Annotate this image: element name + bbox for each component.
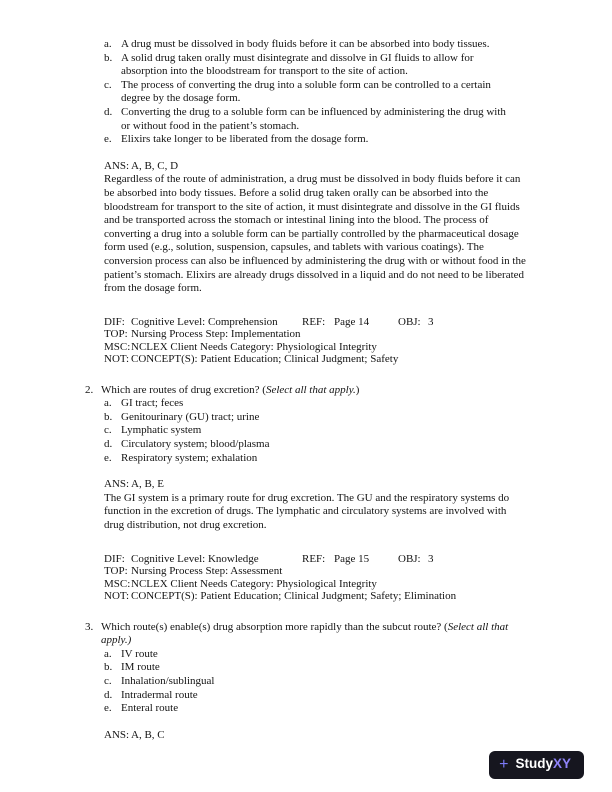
option-letter: d.: [104, 688, 113, 701]
option-letter: a.: [104, 397, 112, 410]
list-item: [104, 133, 528, 147]
question-stem: [101, 621, 528, 648]
meta-row-not: [104, 353, 528, 366]
option-letter: e.: [104, 133, 112, 146]
meta-row-top: [104, 328, 528, 341]
ref-label: REF:: [302, 315, 326, 328]
q2-rationale: The GI system is a primary route for drug excretion. The GU and the respiratory systems do function in the excretion of drugs. The lymphatic and circulatory systems are involved with drug distribution, not drug excretion.: [104, 491, 510, 532]
option-text: IV route: [121, 647, 158, 660]
option-text: GI tract; feces: [121, 397, 184, 410]
option-letter: d.: [104, 105, 113, 118]
option-text: Intradermal route: [121, 688, 198, 701]
list-item: [104, 689, 528, 703]
dif-label: DIF:: [104, 552, 125, 565]
logo-text-xy: XY: [552, 756, 571, 772]
question-3: [85, 620, 528, 648]
option-text: The process of converting the drug into a soluble form can be controlled to a certain degree by the dosage form.: [121, 78, 491, 105]
stem-text: Which route(s) enable(s) drug absorption more rapidly than the subcut route? (: [101, 620, 448, 633]
stem-text: Which are routes of drug excretion? (: [101, 383, 266, 396]
ref-value: Page 15: [334, 552, 370, 565]
question-stem: [101, 384, 359, 398]
option-letter: c.: [104, 424, 112, 437]
top-label: TOP:: [104, 565, 128, 578]
option-text: A solid drug taken orally must disintegrate and dissolve in GI fluids to allow for absorption into the bloodstream for transport to the site of action.: [121, 51, 474, 78]
list-item: [104, 38, 528, 52]
option-letter: d.: [104, 438, 113, 451]
msc-label: MSC:: [104, 577, 131, 590]
option-text: Genitourinary (GU) tract; urine: [121, 410, 260, 423]
option-text: A drug must be dissolved in body fluids before it can be absorbed into body tissues.: [121, 38, 490, 50]
list-item: [104, 397, 528, 411]
not-label: NOT:: [104, 590, 130, 603]
stem-text: ): [127, 634, 132, 647]
plus-icon: +: [499, 755, 509, 773]
list-item: [104, 106, 528, 133]
answer-value: A, B, C, D: [131, 159, 179, 172]
meta-row-not: [104, 590, 528, 603]
option-text: Enteral route: [121, 702, 179, 715]
logo-text: [515, 756, 571, 773]
list-item: [104, 675, 528, 689]
question-number: 3.: [85, 620, 94, 633]
q3-answer-line: [104, 729, 528, 743]
top-value: Nursing Process Step: Assessment: [131, 565, 283, 578]
list-item: [104, 411, 528, 425]
option-text: IM route: [121, 661, 160, 674]
studyxy-logo: [489, 751, 584, 779]
dif-value: Cognitive Level: Knowledge: [131, 552, 259, 565]
obj-label: OBJ:: [398, 552, 421, 565]
q1-answer-line: [104, 160, 528, 174]
list-item: [104, 52, 528, 79]
option-text: Inhalation/sublingual: [121, 675, 215, 687]
meta-row-msc: [104, 578, 528, 591]
stem-italic: Select all that apply.: [265, 383, 356, 396]
option-text: Elixirs take longer to be liberated from the dosage form.: [121, 133, 369, 146]
meta-row-dif: [104, 316, 528, 329]
dif-value: Cognitive Level: Comprehension: [131, 315, 278, 328]
q2-answer-line: [104, 478, 528, 492]
q1-options: [104, 38, 528, 147]
not-value: CONCEPT(S): Patient Education; Clinical Judgment; Safety; Elimination: [131, 590, 457, 603]
answer-label: ANS:: [104, 728, 130, 741]
option-letter: b.: [104, 410, 113, 423]
answer-value: A, B, E: [131, 478, 164, 491]
option-text: Converting the drug to a soluble form can be influenced by administering the drug with or without food in the patient’s stomach.: [121, 105, 506, 132]
q2-options: [104, 397, 528, 465]
not-label: NOT:: [104, 353, 130, 366]
option-letter: c.: [104, 78, 112, 91]
option-letter: c.: [104, 675, 112, 687]
option-letter: e.: [104, 702, 112, 715]
option-letter: a.: [104, 647, 112, 660]
option-letter: b.: [104, 661, 113, 674]
list-item: [104, 452, 528, 466]
option-letter: b.: [104, 51, 113, 64]
list-item: [104, 79, 528, 106]
meta-row-dif: [104, 553, 528, 566]
obj-value: 3: [428, 552, 434, 565]
ref-label: REF:: [302, 552, 326, 565]
list-item: [104, 661, 528, 675]
list-item: [104, 438, 528, 452]
answer-value: A, B, C: [131, 728, 165, 741]
msc-label: MSC:: [104, 340, 131, 353]
question-number: 2.: [85, 383, 94, 396]
list-item: [104, 424, 528, 438]
msc-value: NCLEX Client Needs Category: Physiological Integrity: [131, 340, 377, 353]
stem-italic: Select all that apply.: [101, 620, 509, 647]
q2-meta: [104, 553, 528, 603]
q3-options: [104, 648, 528, 716]
obj-value: 3: [428, 315, 434, 328]
logo-text-study: Study: [515, 756, 553, 772]
list-item: [104, 702, 528, 716]
option-text: Lymphatic system: [121, 424, 202, 437]
option-text: Respiratory system; exhalation: [121, 451, 258, 464]
q1-meta: [104, 316, 528, 366]
option-letter: a.: [104, 38, 112, 50]
answer-label: ANS:: [104, 159, 130, 172]
meta-row-top: [104, 565, 528, 578]
q1-rationale: Regardless of the route of administration, a drug must be dissolved in body fluids before it can be absorbed into body tissues. Before a solid drug taken orally can be absorbed into the bloodstream for transport to the site of action, it must disintegrate and dissolve in the GI fluids and be transported across the stomach or intestinal lining into the blood. The process of converting a drug into a soluble form can be partially controlled by the pharmaceutical dosage form used (e.g., solution, suspension, capsules, and tablets with various coatings). The conversion process can also be influenced by administering the drug with or without food in the patient’s stomach. Elixirs are already drugs dissolved in a liquid and do not need to be liberated from the dosage form.: [104, 173, 526, 295]
not-value: CONCEPT(S): Patient Education; Clinical Judgment; Safety: [131, 353, 399, 366]
dif-label: DIF:: [104, 315, 125, 328]
ref-value: Page 14: [334, 315, 370, 328]
obj-label: OBJ:: [398, 315, 421, 328]
option-text: Circulatory system; blood/plasma: [121, 438, 270, 451]
meta-row-msc: [104, 341, 528, 354]
option-letter: e.: [104, 451, 112, 464]
top-label: TOP:: [104, 328, 128, 341]
stem-text: ): [355, 383, 360, 396]
answer-label: ANS:: [104, 478, 130, 491]
list-item: [104, 648, 528, 662]
msc-value: NCLEX Client Needs Category: Physiological Integrity: [131, 577, 377, 590]
top-value: Nursing Process Step: Implementation: [131, 328, 301, 341]
question-2: [85, 383, 528, 398]
